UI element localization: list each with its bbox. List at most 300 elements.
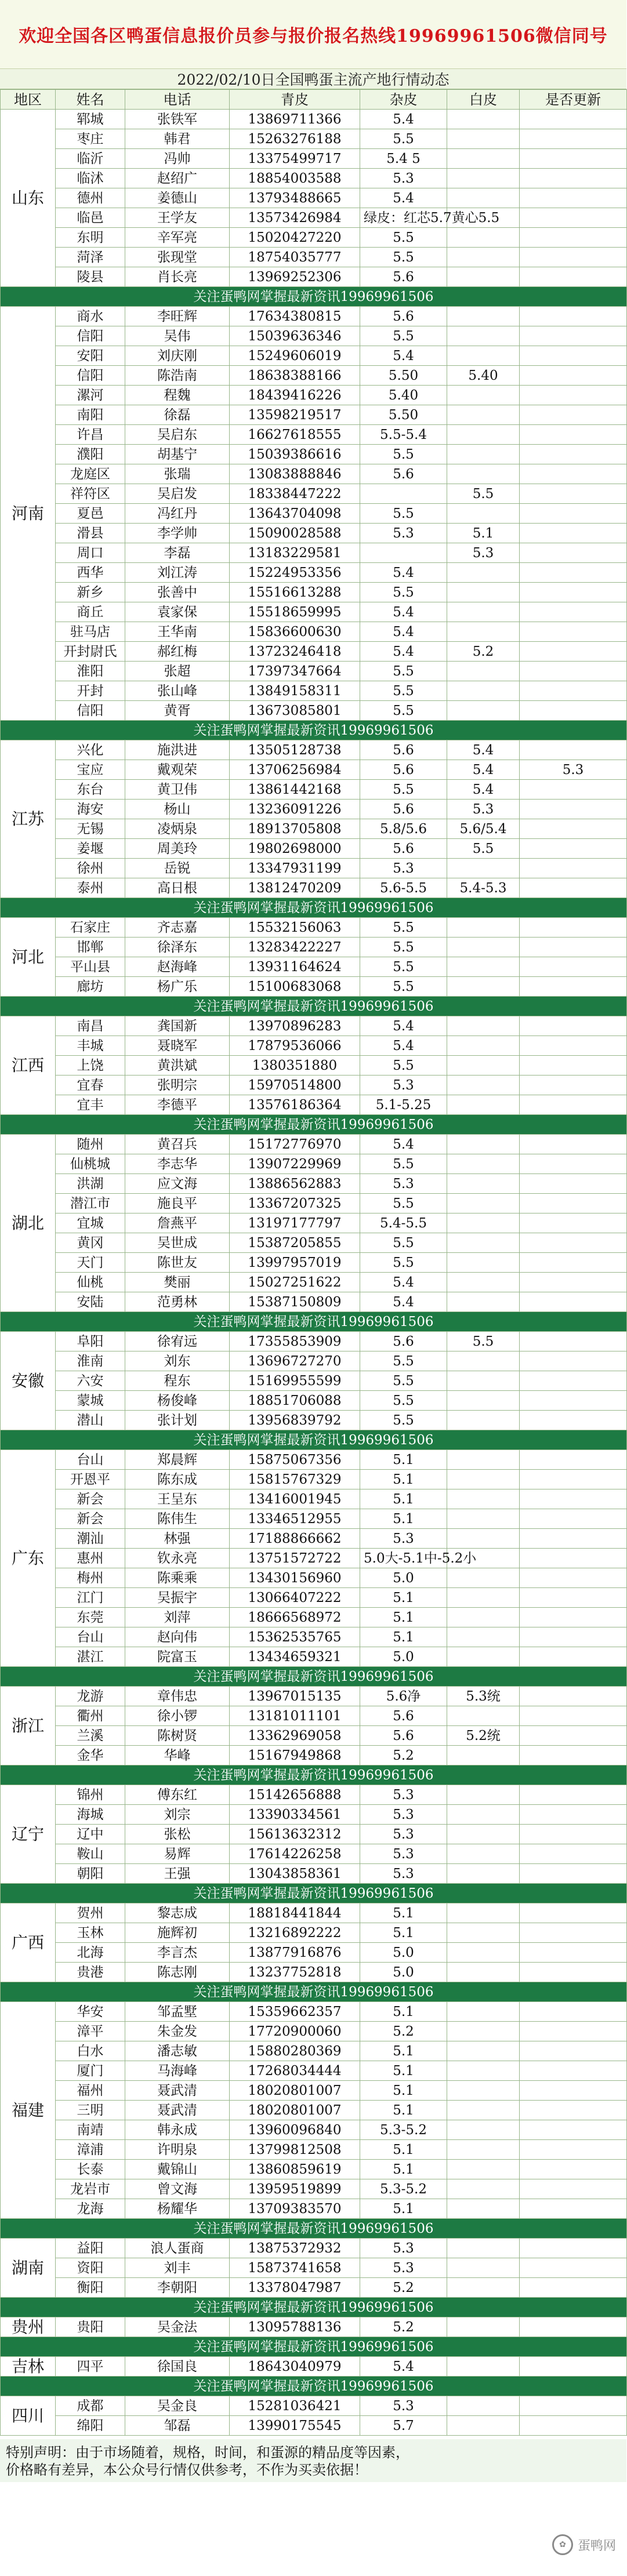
white-shell-price-cell — [520, 543, 627, 563]
mixed-shell-price-cell — [447, 1509, 520, 1529]
white-shell-price-cell — [520, 1489, 627, 1509]
green-shell-price-cell: 5.0 — [360, 1963, 447, 1982]
green-shell-price-cell: 5.3-5.2 — [360, 2120, 447, 2140]
city-cell: 平山县 — [56, 957, 125, 977]
mixed-shell-price-cell — [447, 1825, 520, 1844]
table-row — [1, 2022, 627, 2041]
table-row — [1, 1411, 627, 1430]
mixed-shell-price-cell — [447, 859, 520, 878]
white-shell-price-cell — [520, 2416, 627, 2436]
table-row — [1, 1588, 627, 1608]
city-cell: 泰州 — [56, 878, 125, 898]
city-cell: 邯郸 — [56, 938, 125, 957]
table-row — [1, 642, 627, 662]
contact-name-cell: 刘东 — [125, 1351, 230, 1371]
green-shell-price-cell: 5.5 — [360, 681, 447, 701]
column-header: 杂皮 — [360, 90, 447, 110]
phone-cell: 13505128738 — [230, 740, 360, 760]
phone-cell: 13390334561 — [230, 1805, 360, 1825]
green-shell-price-cell: 5.6 — [360, 760, 447, 780]
phone-cell: 13875372932 — [230, 2239, 360, 2258]
table-row — [1, 1864, 627, 1884]
mixed-shell-price-cell: 5.40 — [447, 366, 520, 386]
city-cell: 随州 — [56, 1135, 125, 1154]
green-shell-price-cell: 5.1 — [360, 1588, 447, 1608]
table-row — [1, 1332, 627, 1351]
green-shell-price-cell: 5.5 — [360, 1233, 447, 1253]
city-cell: 四平 — [56, 2357, 125, 2377]
table-row — [1, 110, 627, 129]
section-band-text: 关注蛋鸭网掌握最新资讯19969961506 — [1, 1982, 627, 2002]
contact-name-cell: 李磊 — [125, 543, 230, 563]
phone-cell: 13793488665 — [230, 188, 360, 208]
green-shell-price-cell: 5.8/5.6 — [360, 819, 447, 839]
contact-name-cell: 应文海 — [125, 1174, 230, 1194]
table-row — [1, 977, 627, 997]
mixed-shell-price-cell — [447, 681, 520, 701]
region-cell: 湖南 — [1, 2239, 56, 2298]
green-shell-price-cell: 5.2 — [360, 2278, 447, 2298]
phone-cell: 18666568972 — [230, 1608, 360, 1627]
green-shell-price-cell: 5.5 — [360, 1371, 447, 1391]
white-shell-price-cell — [520, 1923, 627, 1943]
green-shell-price-cell: 5.2 — [360, 1746, 447, 1765]
contact-name-cell: 袁家保 — [125, 602, 230, 622]
green-shell-price-cell: 5.5 — [360, 445, 447, 464]
city-cell: 新会 — [56, 1509, 125, 1529]
table-row — [1, 2061, 627, 2081]
price-table — [0, 89, 627, 2436]
table-row — [1, 2002, 627, 2022]
contact-name-cell: 陈世友 — [125, 1253, 230, 1273]
city-cell: 新会 — [56, 1489, 125, 1509]
table-row — [1, 1174, 627, 1194]
contact-name-cell: 张计划 — [125, 1411, 230, 1430]
mixed-shell-price-cell — [447, 1608, 520, 1627]
green-shell-price-cell: 5.4 — [360, 642, 447, 662]
green-shell-price-cell: 5.6净 — [360, 1687, 447, 1706]
table-row — [1, 188, 627, 208]
table-row — [1, 1154, 627, 1174]
section-band-text: 关注蛋鸭网掌握最新资讯19969961506 — [1, 1884, 627, 1903]
white-shell-price-cell — [520, 1687, 627, 1706]
contact-name-cell: 陈东成 — [125, 1470, 230, 1489]
green-shell-price-cell: 5.4 — [360, 563, 447, 583]
table-row — [1, 543, 627, 563]
contact-name-cell: 张现堂 — [125, 248, 230, 267]
white-shell-price-cell — [520, 1903, 627, 1923]
city-cell: 台山 — [56, 1627, 125, 1647]
phone-cell: 17397347664 — [230, 662, 360, 681]
mixed-shell-price-cell — [447, 149, 520, 169]
mixed-shell-price-cell — [447, 248, 520, 267]
green-shell-price-cell: 5.0 — [360, 1943, 447, 1963]
contact-name-cell: 陈伟生 — [125, 1509, 230, 1529]
white-shell-price-cell — [520, 701, 627, 721]
section-band — [1, 2377, 627, 2396]
mixed-shell-price-cell — [447, 1233, 520, 1253]
city-cell: 石家庄 — [56, 918, 125, 938]
phone-cell: 13378047987 — [230, 2278, 360, 2298]
white-shell-price-cell — [520, 1805, 627, 1825]
green-shell-price-cell: 5.3 — [360, 1825, 447, 1844]
green-shell-price-cell: 5.3 — [360, 2258, 447, 2278]
green-shell-price-cell: 5.1 — [360, 1608, 447, 1627]
contact-name-cell: 钦永亮 — [125, 1549, 230, 1568]
city-cell: 信阳 — [56, 366, 125, 386]
table-row — [1, 2396, 627, 2416]
contact-name-cell: 徐国良 — [125, 2357, 230, 2377]
city-cell: 德州 — [56, 188, 125, 208]
city-cell: 成都 — [56, 2396, 125, 2416]
city-cell: 龙岩市 — [56, 2179, 125, 2199]
contact-name-cell: 黄胥 — [125, 701, 230, 721]
white-shell-price-cell — [520, 1864, 627, 1884]
mixed-shell-price-cell — [447, 1351, 520, 1371]
contact-name-cell: 齐志嘉 — [125, 918, 230, 938]
table-row — [1, 208, 627, 228]
white-shell-price-cell — [520, 1332, 627, 1351]
green-shell-price-cell: 5.1 — [360, 2199, 447, 2219]
phone-cell: 13723246418 — [230, 642, 360, 662]
table-row — [1, 2101, 627, 2120]
white-shell-price-cell — [520, 2081, 627, 2101]
mixed-shell-price-cell: 5.2统 — [447, 1726, 520, 1746]
contact-name-cell: 刘庆刚 — [125, 346, 230, 366]
contact-name-cell: 岳锐 — [125, 859, 230, 878]
city-cell: 三明 — [56, 2101, 125, 2120]
contact-name-cell: 郑晨辉 — [125, 1450, 230, 1470]
city-cell: 枣庄 — [56, 129, 125, 149]
contact-name-cell: 杨山 — [125, 800, 230, 819]
phone-cell: 15359662357 — [230, 2002, 360, 2022]
phone-cell: 15518659995 — [230, 602, 360, 622]
mixed-shell-price-cell — [447, 1923, 520, 1943]
page-subtitle — [0, 69, 626, 89]
phone-cell: 17634380815 — [230, 307, 360, 326]
city-cell: 淮阳 — [56, 662, 125, 681]
white-shell-price-cell — [520, 1174, 627, 1194]
disclaimer-line-2: 价格略有差异，本公众号行情仅供参考，不作为买卖依据！ — [6, 2462, 368, 2478]
mixed-shell-price-cell — [447, 1805, 520, 1825]
city-cell: 黄冈 — [56, 1233, 125, 1253]
contact-name-cell: 徐小锣 — [125, 1706, 230, 1726]
region-cell: 辽宁 — [1, 1785, 56, 1884]
green-shell-price-cell: 5.5 — [360, 1391, 447, 1411]
white-shell-price-cell — [520, 918, 627, 938]
table-row — [1, 346, 627, 366]
table-row — [1, 524, 627, 543]
city-cell: 辽中 — [56, 1825, 125, 1844]
mixed-shell-price-cell — [447, 1489, 520, 1509]
section-band — [1, 1430, 627, 1450]
contact-name-cell: 邹磊 — [125, 2416, 230, 2436]
city-cell: 梅州 — [56, 1568, 125, 1588]
contact-name-cell: 范勇林 — [125, 1292, 230, 1312]
green-shell-price-cell: 5.5 — [360, 228, 447, 248]
green-shell-price-cell: 5.3 — [360, 1076, 447, 1095]
column-header: 青皮 — [230, 90, 360, 110]
white-shell-price-cell — [520, 228, 627, 248]
contact-name-cell: 许明泉 — [125, 2140, 230, 2160]
column-header: 电话 — [125, 90, 230, 110]
mixed-shell-price-cell — [447, 1746, 520, 1765]
phone-cell: 13083888846 — [230, 464, 360, 484]
white-shell-price-cell — [520, 386, 627, 405]
contact-name-cell: 刘江涛 — [125, 563, 230, 583]
table-row — [1, 267, 627, 287]
page-subtitle-text: 2022/02/10日全国鸭蛋主流产地行情动态 — [177, 71, 450, 88]
table-row — [1, 1391, 627, 1411]
city-cell: 玉林 — [56, 1923, 125, 1943]
table-row — [1, 386, 627, 405]
green-shell-price-cell: 5.2 — [360, 2317, 447, 2337]
green-shell-price-cell: 5.5-5.4 — [360, 425, 447, 445]
table-row — [1, 2317, 627, 2337]
mixed-shell-price-cell — [447, 504, 520, 524]
contact-name-cell: 王华南 — [125, 622, 230, 642]
green-shell-price-cell: 5.1 — [360, 1470, 447, 1489]
white-shell-price-cell — [520, 1056, 627, 1076]
white-shell-price-cell — [520, 110, 627, 129]
city-cell: 宜春 — [56, 1076, 125, 1095]
phone-cell: 15172776970 — [230, 1135, 360, 1154]
mixed-shell-price-cell: 5.1 — [447, 524, 520, 543]
phone-cell: 13236091226 — [230, 800, 360, 819]
city-cell: 阜阳 — [56, 1332, 125, 1351]
city-cell: 宜丰 — [56, 1095, 125, 1115]
city-cell: 仙桃 — [56, 1273, 125, 1292]
mixed-shell-price-cell — [447, 1529, 520, 1549]
city-cell: 潜江市 — [56, 1194, 125, 1213]
phone-cell: 13997957019 — [230, 1253, 360, 1273]
phone-cell: 13860859619 — [230, 2160, 360, 2179]
city-cell: 安阳 — [56, 346, 125, 366]
contact-name-cell: 易辉 — [125, 1844, 230, 1864]
phone-cell: 13043858361 — [230, 1864, 360, 1884]
green-shell-price-cell: 5.6 — [360, 1332, 447, 1351]
green-shell-price-cell: 5.4 — [360, 110, 447, 129]
white-shell-price-cell — [520, 1706, 627, 1726]
white-shell-price-cell — [520, 622, 627, 642]
phone-cell: 13181011101 — [230, 1706, 360, 1726]
white-shell-price-cell — [520, 1273, 627, 1292]
green-shell-price-cell: 5.6-5.5 — [360, 878, 447, 898]
contact-name-cell: 黄洪斌 — [125, 1056, 230, 1076]
green-shell-price-cell: 5.5 — [360, 1351, 447, 1371]
contact-name-cell: 李志华 — [125, 1154, 230, 1174]
mixed-shell-price-cell — [447, 1292, 520, 1312]
column-header: 是否更新 — [520, 90, 627, 110]
phone-cell: 15142656888 — [230, 1785, 360, 1805]
table-row — [1, 583, 627, 602]
region-cell: 江苏 — [1, 740, 56, 898]
phone-cell: 15281036421 — [230, 2396, 360, 2416]
contact-name-cell: 聂武清 — [125, 2081, 230, 2101]
table-row — [1, 918, 627, 938]
mixed-shell-price-cell — [447, 464, 520, 484]
mixed-shell-price-cell — [447, 1391, 520, 1411]
contact-name-cell: 聂武清 — [125, 2101, 230, 2120]
table-row — [1, 1036, 627, 1056]
mixed-shell-price-cell — [447, 957, 520, 977]
white-shell-price-cell — [520, 1194, 627, 1213]
white-shell-price-cell — [520, 1411, 627, 1430]
phone-cell: 13990175545 — [230, 2416, 360, 2436]
table-row — [1, 1923, 627, 1943]
mixed-shell-price-cell — [447, 2061, 520, 2081]
city-cell: 漳平 — [56, 2022, 125, 2041]
contact-name-cell: 周美玲 — [125, 839, 230, 859]
phone-cell: 17879536066 — [230, 1036, 360, 1056]
white-shell-price-cell — [520, 2317, 627, 2337]
contact-name-cell: 张铁军 — [125, 110, 230, 129]
white-shell-price-cell — [520, 977, 627, 997]
white-shell-price-cell — [520, 2357, 627, 2377]
contact-name-cell: 韩永成 — [125, 2120, 230, 2140]
city-cell: 商水 — [56, 307, 125, 326]
green-shell-price-cell: 5.3-5.2 — [360, 2179, 447, 2199]
green-shell-price-cell: 5.3 — [360, 1844, 447, 1864]
contact-name-cell: 张松 — [125, 1825, 230, 1844]
phone-cell: 15100683068 — [230, 977, 360, 997]
contact-name-cell: 施辉初 — [125, 1923, 230, 1943]
white-shell-price-cell — [520, 1253, 627, 1273]
white-shell-price-cell — [520, 1095, 627, 1115]
phone-cell: 15815767329 — [230, 1470, 360, 1489]
table-row — [1, 2278, 627, 2298]
table-row — [1, 2179, 627, 2199]
mixed-shell-price-cell — [447, 2258, 520, 2278]
phone-cell: 13434659321 — [230, 1647, 360, 1667]
phone-cell: 15027251622 — [230, 1273, 360, 1292]
city-cell: 长泰 — [56, 2160, 125, 2179]
contact-name-cell: 林强 — [125, 1529, 230, 1549]
city-cell: 商丘 — [56, 602, 125, 622]
contact-name-cell: 施良平 — [125, 1194, 230, 1213]
green-shell-price-cell: 5.1-5.25 — [360, 1095, 447, 1115]
city-cell: 贺州 — [56, 1903, 125, 1923]
table-row — [1, 1351, 627, 1371]
phone-cell: 13346512955 — [230, 1509, 360, 1529]
contact-name-cell: 徐泽东 — [125, 938, 230, 957]
phone-cell: 13696727270 — [230, 1351, 360, 1371]
green-shell-price-cell: 5.1 — [360, 2101, 447, 2120]
city-cell: 漯河 — [56, 386, 125, 405]
green-shell-price-cell: 5.40 — [360, 386, 447, 405]
city-cell: 兴化 — [56, 740, 125, 760]
white-shell-price-cell — [520, 642, 627, 662]
green-shell-price-cell: 5.3 — [360, 859, 447, 878]
green-shell-price-cell: 5.4 — [360, 1273, 447, 1292]
table-row — [1, 622, 627, 642]
table-row — [1, 760, 627, 780]
city-cell: 蒙城 — [56, 1391, 125, 1411]
region-cell: 贵州 — [1, 2317, 56, 2337]
city-cell: 信阳 — [56, 326, 125, 346]
green-shell-price-cell: 5.3 — [360, 1174, 447, 1194]
contact-name-cell: 黎志成 — [125, 1903, 230, 1923]
city-cell: 南昌 — [56, 1016, 125, 1036]
phone-cell: 18818441844 — [230, 1903, 360, 1923]
table-row — [1, 938, 627, 957]
city-cell: 周口 — [56, 543, 125, 563]
phone-cell: 15167949868 — [230, 1746, 360, 1765]
watermark-logo-icon: ✿ — [552, 2534, 573, 2555]
section-band-text: 关注蛋鸭网掌握最新资讯19969961506 — [1, 1765, 627, 1785]
white-shell-price-cell — [520, 602, 627, 622]
green-shell-price-cell: 5.1 — [360, 2160, 447, 2179]
green-shell-price-cell: 5.1 — [360, 2041, 447, 2061]
phone-cell: 13960096840 — [230, 2120, 360, 2140]
phone-cell: 18643040979 — [230, 2357, 360, 2377]
table-row — [1, 2199, 627, 2219]
mixed-shell-price-cell — [447, 563, 520, 583]
mixed-shell-price-cell: 5.4 — [447, 760, 520, 780]
contact-name-cell: 吴金法 — [125, 2317, 230, 2337]
mixed-shell-price-cell — [447, 1627, 520, 1647]
contact-name-cell: 张超 — [125, 662, 230, 681]
green-shell-price-cell: 5.5 — [360, 1194, 447, 1213]
mixed-shell-price-cell — [447, 326, 520, 346]
section-band — [1, 1115, 627, 1135]
white-shell-price-cell — [520, 859, 627, 878]
table-row — [1, 1627, 627, 1647]
city-cell: 临沂 — [56, 149, 125, 169]
white-shell-price-cell — [520, 2120, 627, 2140]
mixed-shell-price-cell — [447, 2140, 520, 2160]
contact-name-cell: 刘萍 — [125, 1608, 230, 1627]
green-shell-price-cell: 5.6 — [360, 1726, 447, 1746]
green-shell-price-cell: 5.3 — [360, 169, 447, 188]
white-shell-price-cell — [520, 1213, 627, 1233]
white-shell-price-cell — [520, 563, 627, 583]
green-shell-price-cell: 5.5 — [360, 780, 447, 800]
phone-cell: 15169955599 — [230, 1371, 360, 1391]
mixed-shell-price-cell — [447, 2120, 520, 2140]
contact-name-cell: 浪人蛋商 — [125, 2239, 230, 2258]
white-shell-price-cell — [520, 2140, 627, 2160]
white-shell-price-cell — [520, 1529, 627, 1549]
white-shell-price-cell — [520, 267, 627, 287]
green-shell-price-cell — [360, 484, 447, 504]
white-shell-price-cell — [520, 1627, 627, 1647]
contact-name-cell: 龚国新 — [125, 1016, 230, 1036]
city-cell: 菏泽 — [56, 248, 125, 267]
phone-cell: 13967015135 — [230, 1687, 360, 1706]
phone-cell: 13375499717 — [230, 149, 360, 169]
region-cell: 河南 — [1, 307, 56, 721]
section-band-text: 关注蛋鸭网掌握最新资讯19969961506 — [1, 1667, 627, 1687]
green-shell-price-cell: 5.1 — [360, 1450, 447, 1470]
white-shell-price-cell — [520, 1963, 627, 1982]
mixed-shell-price-cell — [447, 1056, 520, 1076]
phone-cell: 13706256984 — [230, 760, 360, 780]
table-row — [1, 228, 627, 248]
contact-name-cell: 王强 — [125, 1864, 230, 1884]
green-shell-price-cell: 5.6 — [360, 740, 447, 760]
city-cell: 华安 — [56, 2002, 125, 2022]
city-cell: 廊坊 — [56, 977, 125, 997]
green-shell-price-cell: 5.5 — [360, 662, 447, 681]
table-row — [1, 1135, 627, 1154]
table-row — [1, 662, 627, 681]
section-band-text: 关注蛋鸭网掌握最新资讯19969961506 — [1, 2377, 627, 2396]
white-shell-price-cell — [520, 1016, 627, 1036]
section-band-text: 关注蛋鸭网掌握最新资讯19969961506 — [1, 287, 627, 307]
city-cell: 淮南 — [56, 1351, 125, 1371]
phone-cell: 13183229581 — [230, 543, 360, 563]
